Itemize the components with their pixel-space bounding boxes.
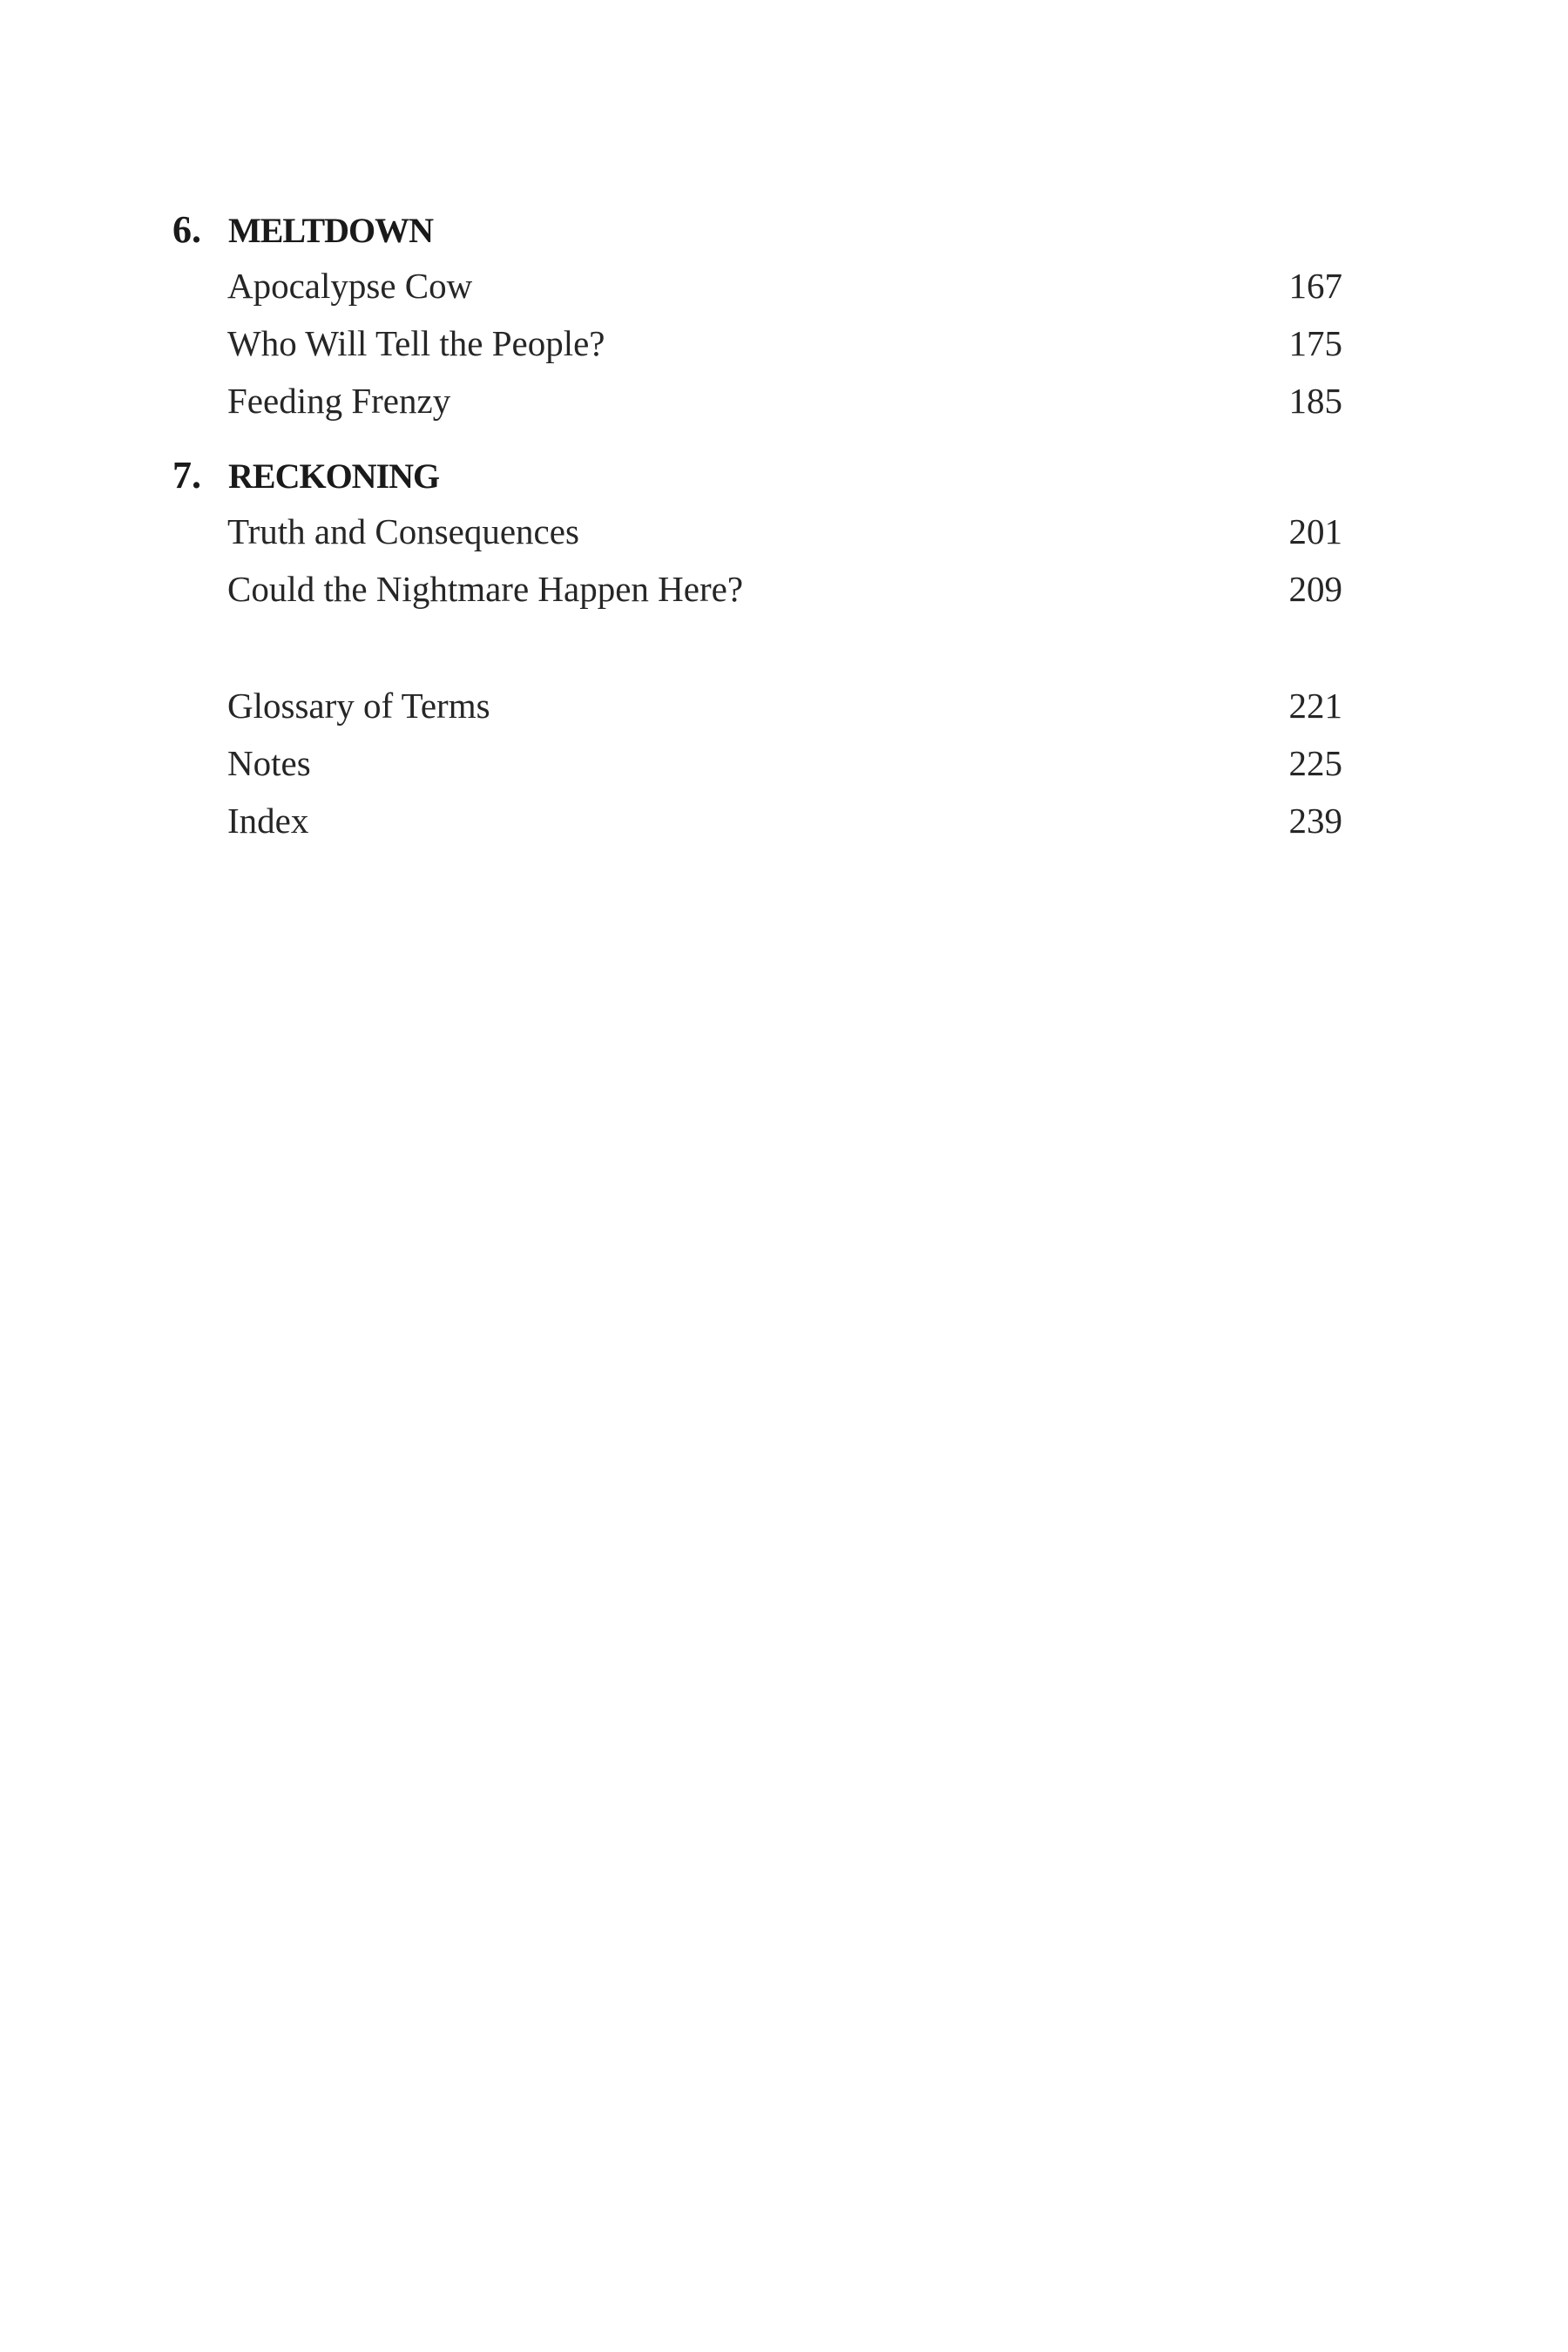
entry-page-number: 209 [1288, 569, 1342, 609]
part-title: MELTDOWN [228, 211, 434, 250]
toc-entry[interactable] [227, 380, 1342, 432]
part-heading-6 [172, 207, 433, 260]
part-number: 6. [172, 208, 201, 251]
entry-title: Index [227, 801, 309, 841]
entry-title: Apocalypse Cow [227, 266, 473, 306]
entry-title: Who Will Tell the People? [227, 323, 605, 363]
toc-entry-index[interactable] [227, 800, 1342, 852]
part-heading-7 [172, 453, 439, 505]
entry-page-number: 167 [1288, 266, 1342, 306]
entry-page-number: 239 [1288, 801, 1342, 841]
entry-title: Notes [227, 743, 311, 783]
entry-title: Truth and Consequences [227, 511, 579, 551]
part-title: RECKONING [228, 456, 440, 496]
part-number: 7. [172, 454, 201, 497]
toc-entry[interactable] [227, 568, 1342, 620]
toc-entry[interactable] [227, 322, 1342, 375]
entry-title: Glossary of Terms [227, 686, 490, 726]
toc-entry[interactable] [227, 265, 1342, 317]
entry-page-number: 185 [1288, 381, 1342, 421]
entry-title: Could the Nightmare Happen Here? [227, 569, 744, 609]
toc-entry-glossary[interactable] [227, 685, 1342, 737]
entry-page-number: 221 [1288, 686, 1342, 726]
entry-page-number: 201 [1288, 511, 1342, 551]
toc-entry[interactable] [227, 510, 1342, 563]
entry-page-number: 225 [1288, 743, 1342, 783]
entry-title: Feeding Frenzy [227, 381, 451, 421]
entry-page-number: 175 [1288, 323, 1342, 363]
toc-entry-notes[interactable] [227, 742, 1342, 794]
